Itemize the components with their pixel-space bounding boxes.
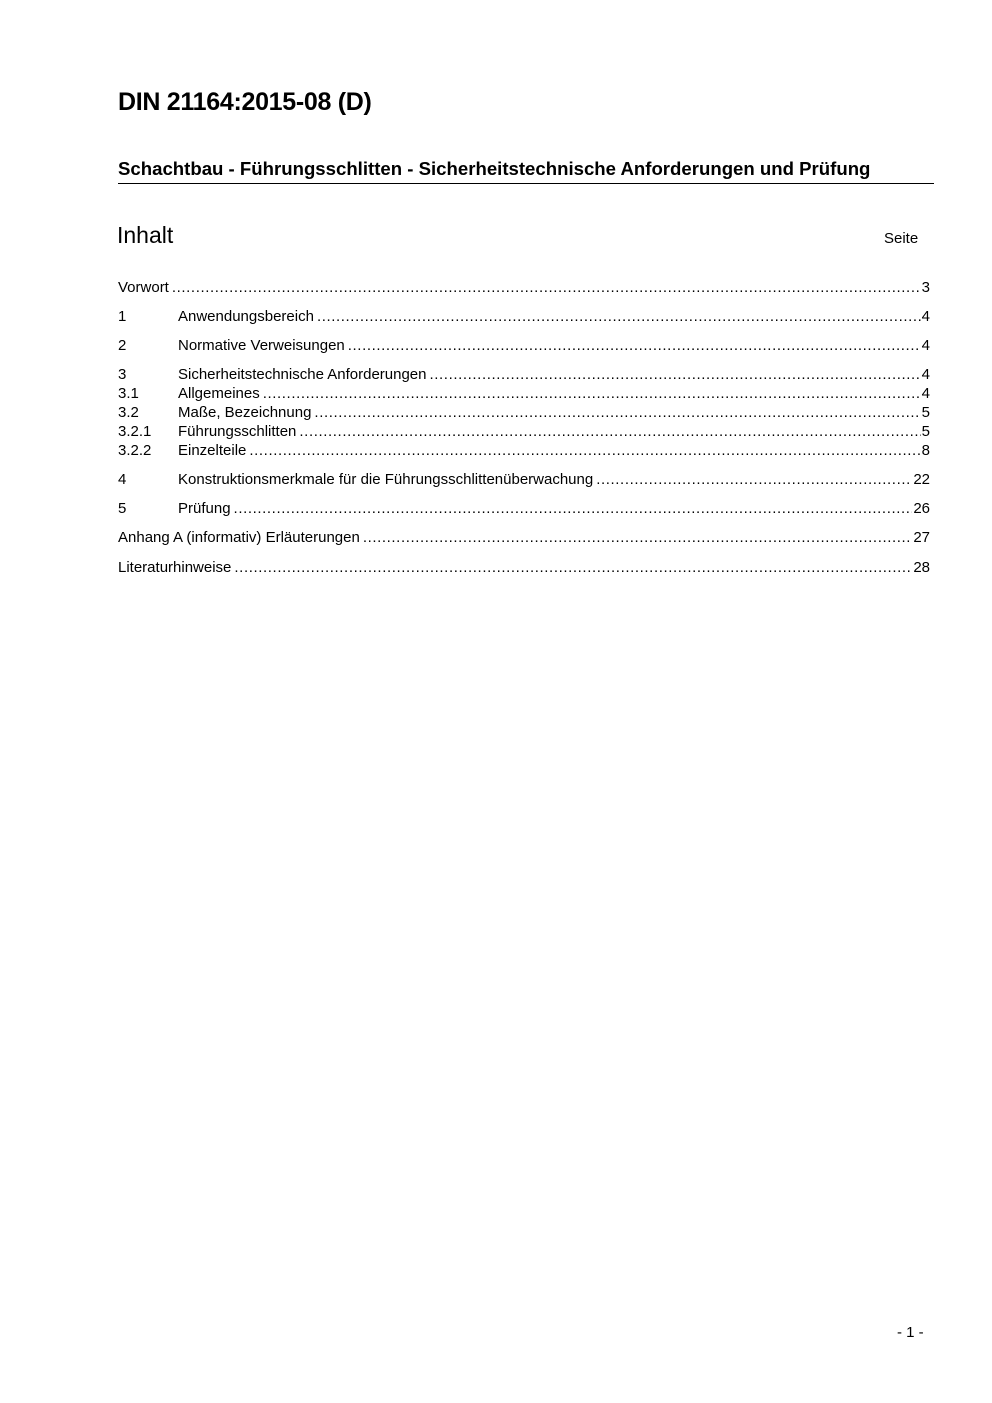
toc-entry-title: Normative Verweisungen [178, 337, 345, 354]
toc-entry-title: Sicherheitstechnische Anforderungen [178, 366, 427, 383]
toc-heading: Inhalt [117, 222, 174, 248]
toc-entry-page: 3 [921, 279, 930, 296]
toc-entry-page: 26 [913, 500, 930, 517]
toc-entry-number: 5 [118, 500, 127, 517]
toc-entry-number: 3 [118, 366, 127, 383]
toc-entry-number: 3.2.1 [118, 423, 152, 440]
toc-entry-vorwort[interactable] [118, 278, 930, 298]
toc-entry-title: Führungsschlitten [178, 423, 297, 440]
toc-entry-page: 4 [921, 385, 930, 402]
toc-entry-title: Literaturhinweise [118, 559, 232, 576]
toc-entry-number: 1 [118, 308, 127, 325]
toc-entry-3-2[interactable] [118, 403, 930, 423]
toc-entry-title: Anwendungsbereich [178, 308, 314, 325]
toc-page-column-label: Seite [884, 230, 919, 247]
toc-dot-leader [172, 278, 921, 298]
document-title: Schachtbau - Führungsschlitten - Sicherheitstechnische Anforderungen und Prüfung [118, 158, 934, 184]
page-number: - 1 - [897, 1324, 924, 1341]
toc-dot-leader [317, 307, 921, 327]
toc-entry-3-2-1[interactable] [118, 422, 930, 442]
toc-entry-3[interactable] [118, 365, 930, 385]
toc-entry-title: Vorwort [118, 279, 169, 296]
toc-dot-leader [234, 558, 912, 578]
toc-entry-number: 3.2 [118, 404, 139, 421]
toc-entry-page: 5 [921, 404, 930, 421]
toc-dot-leader [596, 470, 912, 490]
toc-entry-number: 4 [118, 471, 127, 488]
toc-dot-leader [348, 336, 921, 356]
toc-dot-leader [299, 422, 920, 442]
toc-entry-page: 5 [921, 423, 930, 440]
toc-entry-title: Einzelteile [178, 442, 247, 459]
toc-entry-title: Allgemeines [178, 385, 260, 402]
toc-entry-title: Prüfung [178, 500, 231, 517]
toc-dot-leader [363, 528, 913, 548]
toc-dot-leader [314, 403, 920, 423]
toc-entry-title: Konstruktionsmerkmale für die Führungsschlittenüberwachung [178, 471, 594, 488]
toc-entry-4[interactable] [118, 470, 930, 490]
toc-entry-number: 3.1 [118, 385, 139, 402]
toc-entry-page: 4 [921, 308, 930, 325]
toc-entry-3-2-2[interactable] [118, 441, 930, 461]
toc-entry-number: 3.2.2 [118, 442, 152, 459]
toc-entry-anhang-a[interactable] [118, 528, 930, 548]
toc-entry-number: 2 [118, 337, 127, 354]
toc-entry-2[interactable] [118, 336, 930, 356]
toc-entry-title: Maße, Bezeichnung [178, 404, 312, 421]
toc-entry-page: 28 [913, 559, 930, 576]
toc-entry-page: 8 [921, 442, 930, 459]
toc-entry-page: 27 [913, 529, 930, 546]
toc-dot-leader [263, 384, 921, 404]
toc-entry-page: 4 [921, 337, 930, 354]
document-id: DIN 21164:2015-08 (D) [118, 88, 372, 116]
toc-entry-1[interactable] [118, 307, 930, 327]
toc-entry-3-1[interactable] [118, 384, 930, 404]
toc-entry-5[interactable] [118, 499, 930, 519]
toc-dot-leader [234, 499, 913, 519]
toc-entry-page: 22 [913, 471, 930, 488]
toc-entry-page: 4 [921, 366, 930, 383]
toc-dot-leader [430, 365, 921, 385]
toc-entry-title: Anhang A (informativ) Erläuterungen [118, 529, 360, 546]
toc-dot-leader [249, 441, 920, 461]
toc-entry-literaturhinweise[interactable] [118, 558, 930, 578]
